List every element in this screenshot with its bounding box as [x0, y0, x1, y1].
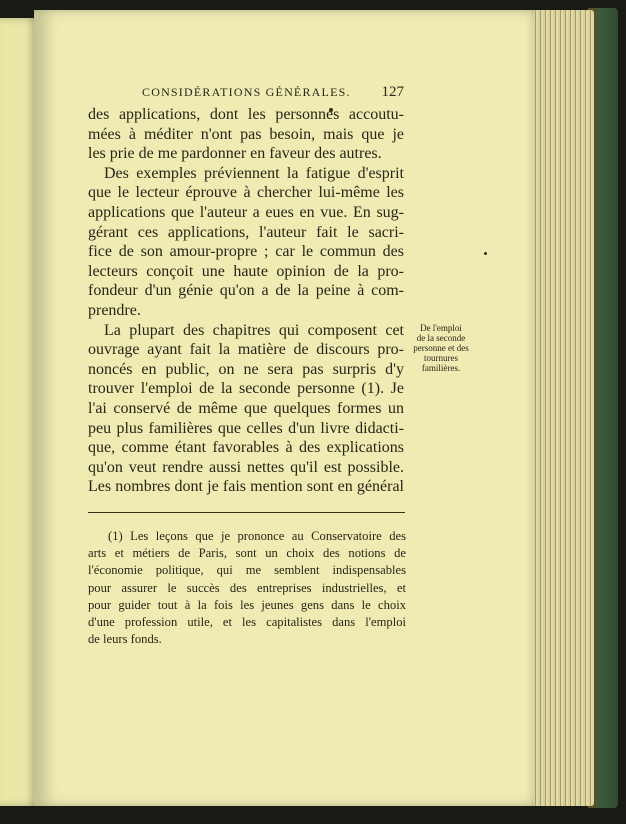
page-number: 127 [381, 84, 404, 100]
footnote-line: de leurs fonds. [88, 632, 162, 647]
footnote-line: pour guider tout à la fois les jeunes gens dans le choix [88, 597, 406, 612]
page-edges [528, 10, 594, 806]
text-line: l'ai conservé de même que quelques formes un [88, 399, 404, 417]
running-header [142, 84, 404, 100]
text-line: fice de son amour-propre ; car le commun des [88, 243, 404, 261]
text-line: qu'on veut rendre aussi nettes qu'il est possible. [88, 458, 404, 476]
text-line: ouvrage ayant fait la matière de discours pro- [88, 341, 404, 359]
text-line: que le lecteur éprouve à chercher lui-même les [88, 184, 404, 202]
running-title: CONSIDÉRATIONS GÉNÉRALES. [142, 85, 351, 99]
text-line: lecteurs conçoit une haute opinion de la pro- [88, 262, 404, 280]
footnote-line: pour assurer le succès des entreprises industrielles, et [88, 580, 406, 595]
text-line: des applications, dont les personnes accoutu- [88, 106, 404, 123]
text-line: La plupart des chapitres qui composent cet [104, 321, 404, 339]
footnote-line: arts et métiers de Paris, sont un choix des notions de [88, 546, 406, 561]
text-line: prendre. [88, 301, 141, 319]
note-line: de la seconde [416, 333, 466, 343]
text-line: mées à méditer n'ont pas besoin, mais que je [88, 125, 404, 143]
footnote-line: l'économie politique, qui me semblent indispensables [88, 563, 406, 578]
text-line: que, comme étant favorables à des explications [88, 439, 404, 457]
text-line: Les nombres dont je fais mention sont en général [88, 478, 404, 496]
footnote [88, 528, 406, 648]
note-line: personne et des [413, 343, 469, 353]
note-line: familières. [421, 363, 461, 373]
text-line: noncés en public, on ne sera pas surpris d'y [88, 360, 404, 378]
note-line: tournures [424, 353, 458, 363]
text-line: Des exemples préviennent la fatigue d'esprit [104, 164, 404, 182]
footnote-line: (1) Les leçons que je prononce au Conservatoire des [108, 529, 406, 543]
ink-spot [484, 252, 487, 255]
text-line: trouver l'emploi de la seconde personne (1). Je [88, 380, 404, 398]
facing-page-edge [0, 18, 38, 806]
text-line: fondeur d'un génie qu'on a de la peine à com- [88, 282, 404, 300]
footnote-line: d'une profession utile, et les capitalistes dans l'emploi [88, 614, 406, 629]
text-line: les prie de me pardonner en faveur des autres. [88, 145, 382, 163]
note-line: De l'emploi [420, 323, 462, 333]
footnote-rule [88, 512, 405, 513]
text-line: applications que l'auteur a eues en vue. En sug- [88, 203, 404, 221]
text-line: peu plus familières que celles d'un livre didacti- [88, 419, 404, 437]
body-text [88, 105, 404, 497]
margin-note [409, 323, 473, 373]
text-line: gérant ces applications, l'auteur fait le sacri- [88, 223, 404, 241]
